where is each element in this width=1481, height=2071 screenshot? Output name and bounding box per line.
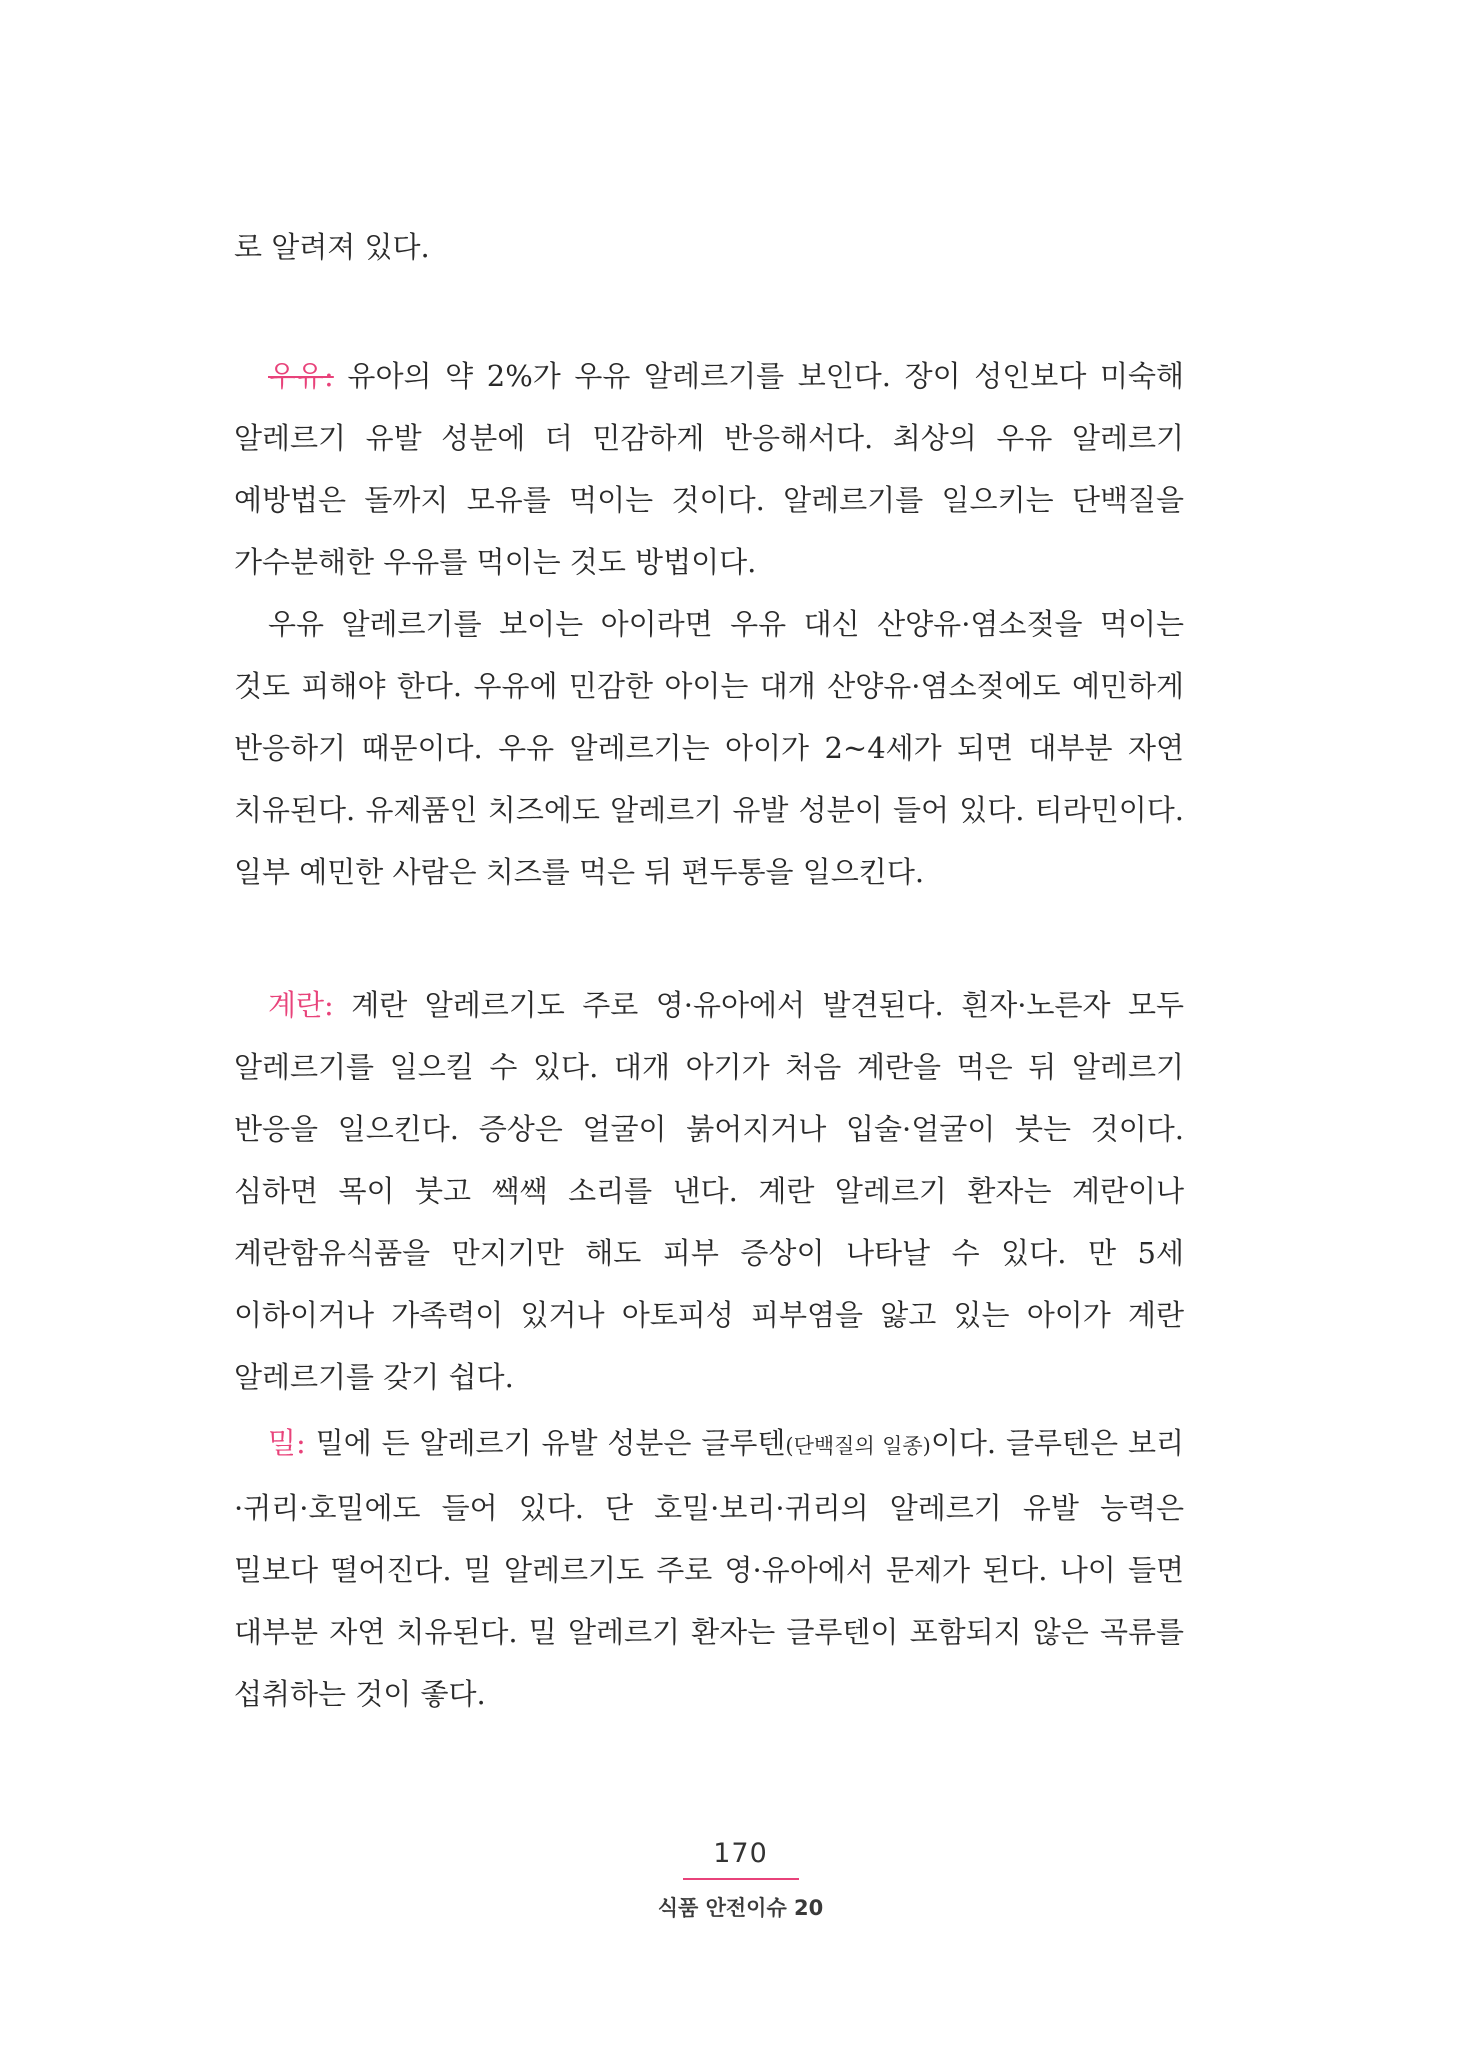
milk-paragraph-2: 우유 알레르기를 보이는 아이라면 우유 대신 산양유·염소젖을 먹이는 것도 피해야 한다. 우유에 민감한 아이는 대개 산양유·염소젖에도 예민하게 반응하기 때문이다. 우유 알레르기는 아이가 2~4세가 되면 대부분 자연 치유된다. 유제품인 치즈에도 알레르기 유발 성분이 들어 있다. 티라민이다. 일부 예민한 사람은 치즈를 먹은 뒤 편두통을 일으킨다.	[234, 607, 1184, 889]
wheat-paragraph-1-text-a: 밀에 든 알레르기 유발 성분은 글루텐	[305, 1426, 786, 1460]
wheat-paragraph-1-text-b: 이다. 글루텐은 보리·귀리·호밀에도 들어 있다. 단 호밀·보리·귀리의 알레르기 유발 능력은 밀보다 떨어진다. 밀 알레르기도 주로 영·유아에서 문제가 된다. 나이 들면 대부분 자연 치유된다. 밀 알레르기 환자는 글루텐이 포함되지 않은 곡류를 섭취하는 것이 좋다.	[234, 1426, 1184, 1711]
page-number-underline	[683, 1878, 799, 1880]
wheat-section	[234, 1412, 1184, 1725]
egg-paragraph-1	[234, 974, 1184, 1408]
wheat-paragraph-1	[234, 1412, 1184, 1725]
book-title: 식품 안전이슈 20	[657, 1896, 824, 1920]
milk-paragraph-1-text: 유아의 약 2%가 우유 알레르기를 보인다. 장이 성인보다 미숙해 알레르기 유발 성분에 더 민감하게 반응해서다. 최상의 우유 알레르기 예방법은 돌까지 모유를 먹이는 것이다. 알레르기를 일으키는 단백질을 가수분해한 우유를 먹이는 것도 방법이다.	[234, 359, 1184, 579]
milk-label: 우유:	[268, 359, 334, 393]
milk-paragraph-1	[234, 345, 1184, 593]
egg-section	[234, 974, 1184, 1408]
continuation-paragraph: 로 알려져 있다.	[234, 230, 430, 264]
wheat-label: 밀:	[268, 1426, 306, 1460]
egg-label: 계란:	[268, 988, 334, 1022]
milk-section	[234, 345, 1184, 903]
continuation-block	[234, 216, 1184, 278]
egg-paragraph-1-text: 계란 알레르기도 주로 영·유아에서 발견된다. 흰자·노른자 모두 알레르기를 일으킬 수 있다. 대개 아기가 처음 계란을 먹은 뒤 알레르기 반응을 일으킨다. 증상은 얼굴이 붉어지거나 입술·얼굴이 붓는 것이다. 심하면 목이 붓고 쌕쌕 소리를 낸다. 계란 알레르기 환자는 계란이나 계란함유식품을 만지기만 해도 피부 증상이 나타날 수 있다. 만 5세 이하이거나 가족력이 있거나 아토피성 피부염을 앓고 있는 아이가 계란 알레르기를 갖기 쉽다.	[234, 988, 1184, 1394]
wheat-gluten-note: (단백질의 일종)	[785, 1434, 931, 1458]
page-number: 170	[713, 1838, 768, 1869]
